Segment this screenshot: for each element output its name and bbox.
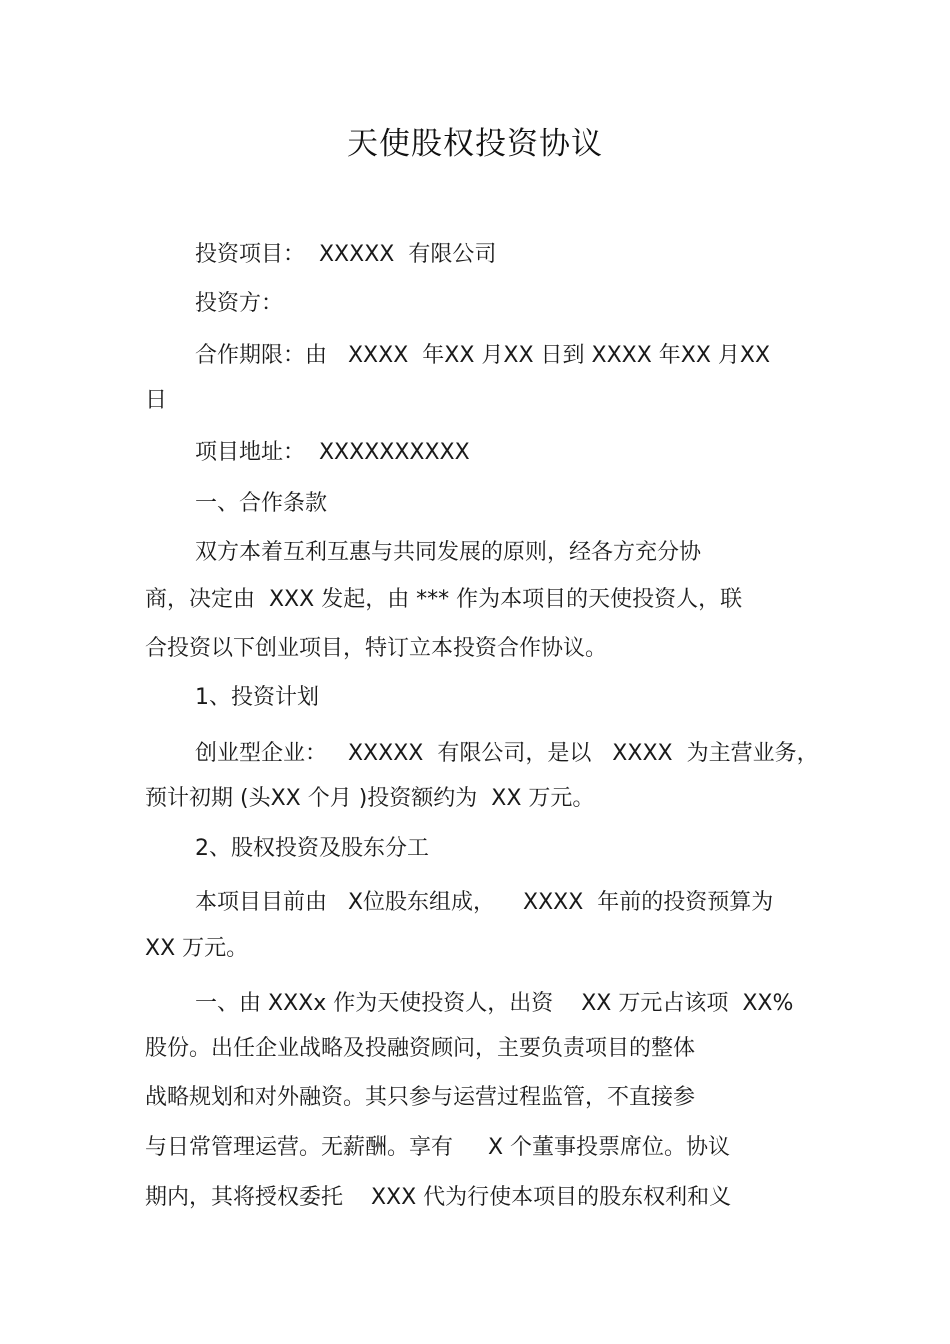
paragraph-line: 本项目目前由 X位股东组成， XXXX 年前的投资预算为: [195, 890, 774, 915]
paragraph-line: 合投资以下创业项目，特订立本投资合作协议。: [145, 636, 608, 661]
paragraph-line: 商，决定由 XXX 发起，由 *** 作为本项目的天使投资人，联: [145, 587, 743, 612]
investment-project-line: 投资项目： XXXXX 有限公司: [195, 242, 497, 267]
paragraph-line: 期内，其将授权委托 XXX 代为行使本项目的股东权利和义: [145, 1185, 732, 1210]
paragraph-line: 战略规划和对外融资。其只参与运营过程监管，不直接参: [145, 1085, 696, 1110]
section-heading: 一、合作条款: [195, 491, 328, 516]
paragraph-line: 一、由 XXXx 作为天使投资人，出资 XX 万元占该项 XX%: [195, 991, 794, 1016]
paragraph-line: 创业型企业： XXXXX 有限公司，是以 XXXX 为主营业务，: [195, 741, 819, 766]
project-address-line: 项目地址： XXXXXXXXXX: [195, 440, 470, 465]
cooperation-period-line-cont: 日: [145, 388, 168, 413]
document-title: 天使股权投资协议: [347, 126, 603, 162]
paragraph-line: 预计初期 (头XX 个月 )投资额约为 XX 万元。: [145, 786, 595, 811]
subsection-heading: 2、股权投资及股东分工: [195, 836, 429, 861]
investor-line: 投资方：: [195, 291, 284, 316]
subsection-heading: 1、投资计划: [195, 685, 319, 710]
paragraph-line: 双方本着互利互惠与共同发展的原则，经各方充分协: [195, 540, 702, 565]
paragraph-line: 与日常管理运营。无薪酬。享有 X 个董事投票席位。协议: [145, 1135, 731, 1160]
cooperation-period-line: 合作期限：由 XXXX 年XX 月XX 日到 XXXX 年XX 月XX: [195, 343, 771, 368]
paragraph-line: XX 万元。: [145, 936, 249, 961]
paragraph-line: 股份。出任企业战略及投融资顾问，主要负责项目的整体: [145, 1036, 696, 1061]
